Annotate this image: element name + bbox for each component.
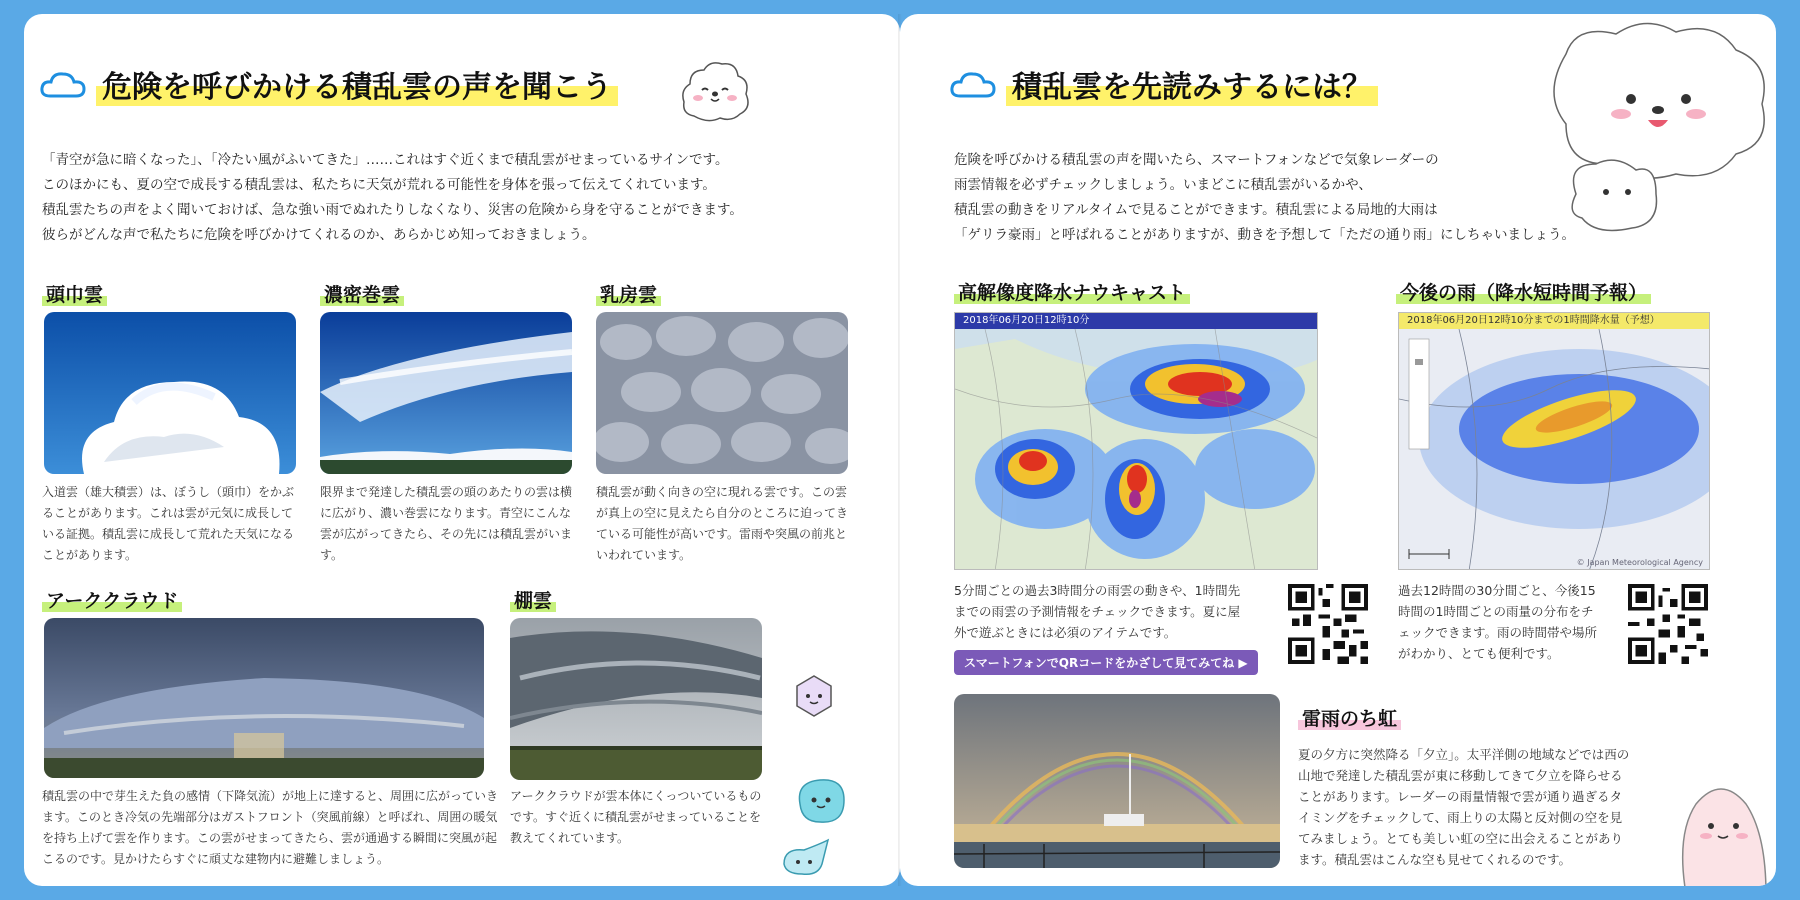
- intro-line: このほかにも、夏の空で成長する積乱雲は、私たちに天気が荒れる可能性を身体を張って伝えてくれています。: [42, 177, 716, 193]
- left-title-text: 危険を呼びかける積乱雲の声を聞こう: [96, 62, 618, 106]
- right-intro: [954, 148, 1575, 248]
- forecast-qr-code[interactable]: [1628, 584, 1708, 664]
- photo-nyuboumo: [596, 312, 848, 474]
- nowcast-radar-map: [954, 312, 1318, 570]
- caption-arc-cloud: 積乱雲の中で芽生えた負の感情（下降気流）が地上に達すると、周囲に広がっていきます。このとき冷気の先端部分はガストフロント（突風前線）と呼ばれ、周囲の暖気を持ち上げて雲を作ります。この雲がせまってきたら、雲が通過する瞬間に突風が起こるのです。見かけたらすぐに頑丈な建物内に避難しましょう。: [42, 789, 499, 866]
- raindrop-mascot-icon: [790, 774, 850, 828]
- photo-rainbow: [954, 694, 1280, 868]
- map-credit: © Japan Meteorological Agency: [1576, 558, 1703, 567]
- cloud-mascot-icon: [680, 58, 752, 124]
- caption-tanagumo: アーククラウドが雲本体にくっついているものです。すぐ近くに積乱雲がせまっていることを教えてくれています。: [510, 789, 762, 845]
- right-page: [900, 14, 1776, 886]
- left-page: [24, 14, 900, 886]
- left-title: [40, 62, 618, 106]
- dog-cloud-mascot-icon: [1536, 14, 1776, 254]
- drop-mascot-icon: [780, 838, 832, 878]
- intro-line: 危険を呼びかける積乱雲の声を聞いたら、スマートフォンなどで気象レーダーの: [954, 152, 1439, 168]
- forecast-title: 今後の雨（降水短時間予報）: [1396, 278, 1651, 305]
- cloud-title-tanagumo: 棚雲: [510, 586, 556, 613]
- cloud-title-nyuboumo: 乳房雲: [596, 280, 661, 307]
- caption-nyuboumo: 積乱雲が動く向きの空に現れる雲です。この雲が真上の空に見えたら自分のところに迫ってきている可能性が高いです。雷雨や突風の前兆といわれています。: [596, 485, 849, 562]
- intro-line: 積乱雲の動きをリアルタイムで見ることができます。積乱雲による局地的大雨は: [954, 202, 1438, 218]
- forecast-caption: 過去12時間の30分間ごと、今後15時間の1時間ごとの雨量の分布をチェックできます。雨の時間帯や場所がわかり、とても便利です。: [1398, 583, 1598, 661]
- rainbow-caption: 夏の夕方に突然降る「夕立」。太平洋側の地域などでは西の山地で発達した積乱雲が東に移動してきて夕立を降らせることがあります。レーダーの雨量情報で雲が通り過ぎるタイミングをチェックして、雨上りの太陽と反対側の空を見てみましょう。とても美しい虹の空に出会えることがあります。積乱雲はこんな空も見せてくれるのです。: [1298, 747, 1630, 867]
- photo-zukingumo: [44, 312, 296, 474]
- right-title: [950, 62, 1378, 106]
- forecast-map-header: 2018年06月20日12時10分までの1時間降水量（予想）: [1399, 313, 1709, 329]
- right-title-text: 積乱雲を先読みするには？: [1006, 62, 1378, 106]
- intro-line: 彼らがどんな声で私たちに危険を呼びかけてくれるのか、あらかじめ知っておきましょう。: [42, 227, 596, 243]
- photo-arc-cloud: [44, 618, 484, 778]
- photo-tanagumo: [510, 618, 762, 780]
- nowcast-map-header: 2018年06月20日12時10分: [955, 313, 1317, 329]
- intro-line: 積乱雲たちの声をよく聞いておけば、急な強い雨でぬれたりしなくなり、災害の危険から身を守ることができます。: [42, 202, 743, 218]
- cloud-title-zukingumo: 頭巾雲: [42, 280, 107, 307]
- forecast-map: [1398, 312, 1710, 570]
- qr-instruction-banner: スマートフォンでQRコードをかざして見てみてね ▶: [954, 650, 1258, 675]
- caption-noumitsu: 限界まで発達した積乱雲の頭のあたりの雲は横に広がり、濃い巻雲になります。青空にこんな雲が広がってきたら、その先には積乱雲がいます。: [320, 485, 573, 562]
- nowcast-qr-code[interactable]: [1288, 584, 1368, 664]
- caption-zukingumo: 入道雲（雄大積雲）は、ぼうし（頭巾）をかぶることがあります。これは雲が元気に成長している証拠。積乱雲に成長して荒れた天気になることがあります。: [42, 485, 295, 562]
- intro-line: 「ゲリラ豪雨」と呼ばれることがありますが、動きを予想して「ただの通り雨」にしちゃいましょう。: [954, 227, 1575, 243]
- intro-line: 雨雲情報を必ずチェックしましょう。いまどこに積乱雲がいるかや、: [954, 177, 1372, 193]
- hail-mascot-icon: [794, 674, 834, 718]
- intro-line: 「青空が急に暗くなった」、「冷たい風がふいてきた」……これはすぐ近くまで積乱雲がせまっているサインです。: [42, 152, 729, 168]
- rainbow-title: 雷雨のち虹: [1298, 704, 1401, 731]
- photo-noumitsu: [320, 312, 572, 474]
- cloud-icon: [40, 69, 86, 99]
- left-intro: [42, 148, 743, 248]
- cloud-title-noumitsu: 濃密巻雲: [320, 280, 404, 307]
- cloud-icon: [950, 69, 996, 99]
- nowcast-title: 高解像度降水ナウキャスト: [954, 278, 1190, 305]
- ghost-mascot-icon: [1666, 774, 1776, 886]
- cloud-title-arc: アーククラウド: [42, 586, 182, 613]
- nowcast-caption: 5分間ごとの過去3時間分の雨雲の動きや、1時間先までの雨雲の予測情報をチェックできます。夏に屋外で遊ぶときには必須のアイテムです。: [954, 583, 1241, 640]
